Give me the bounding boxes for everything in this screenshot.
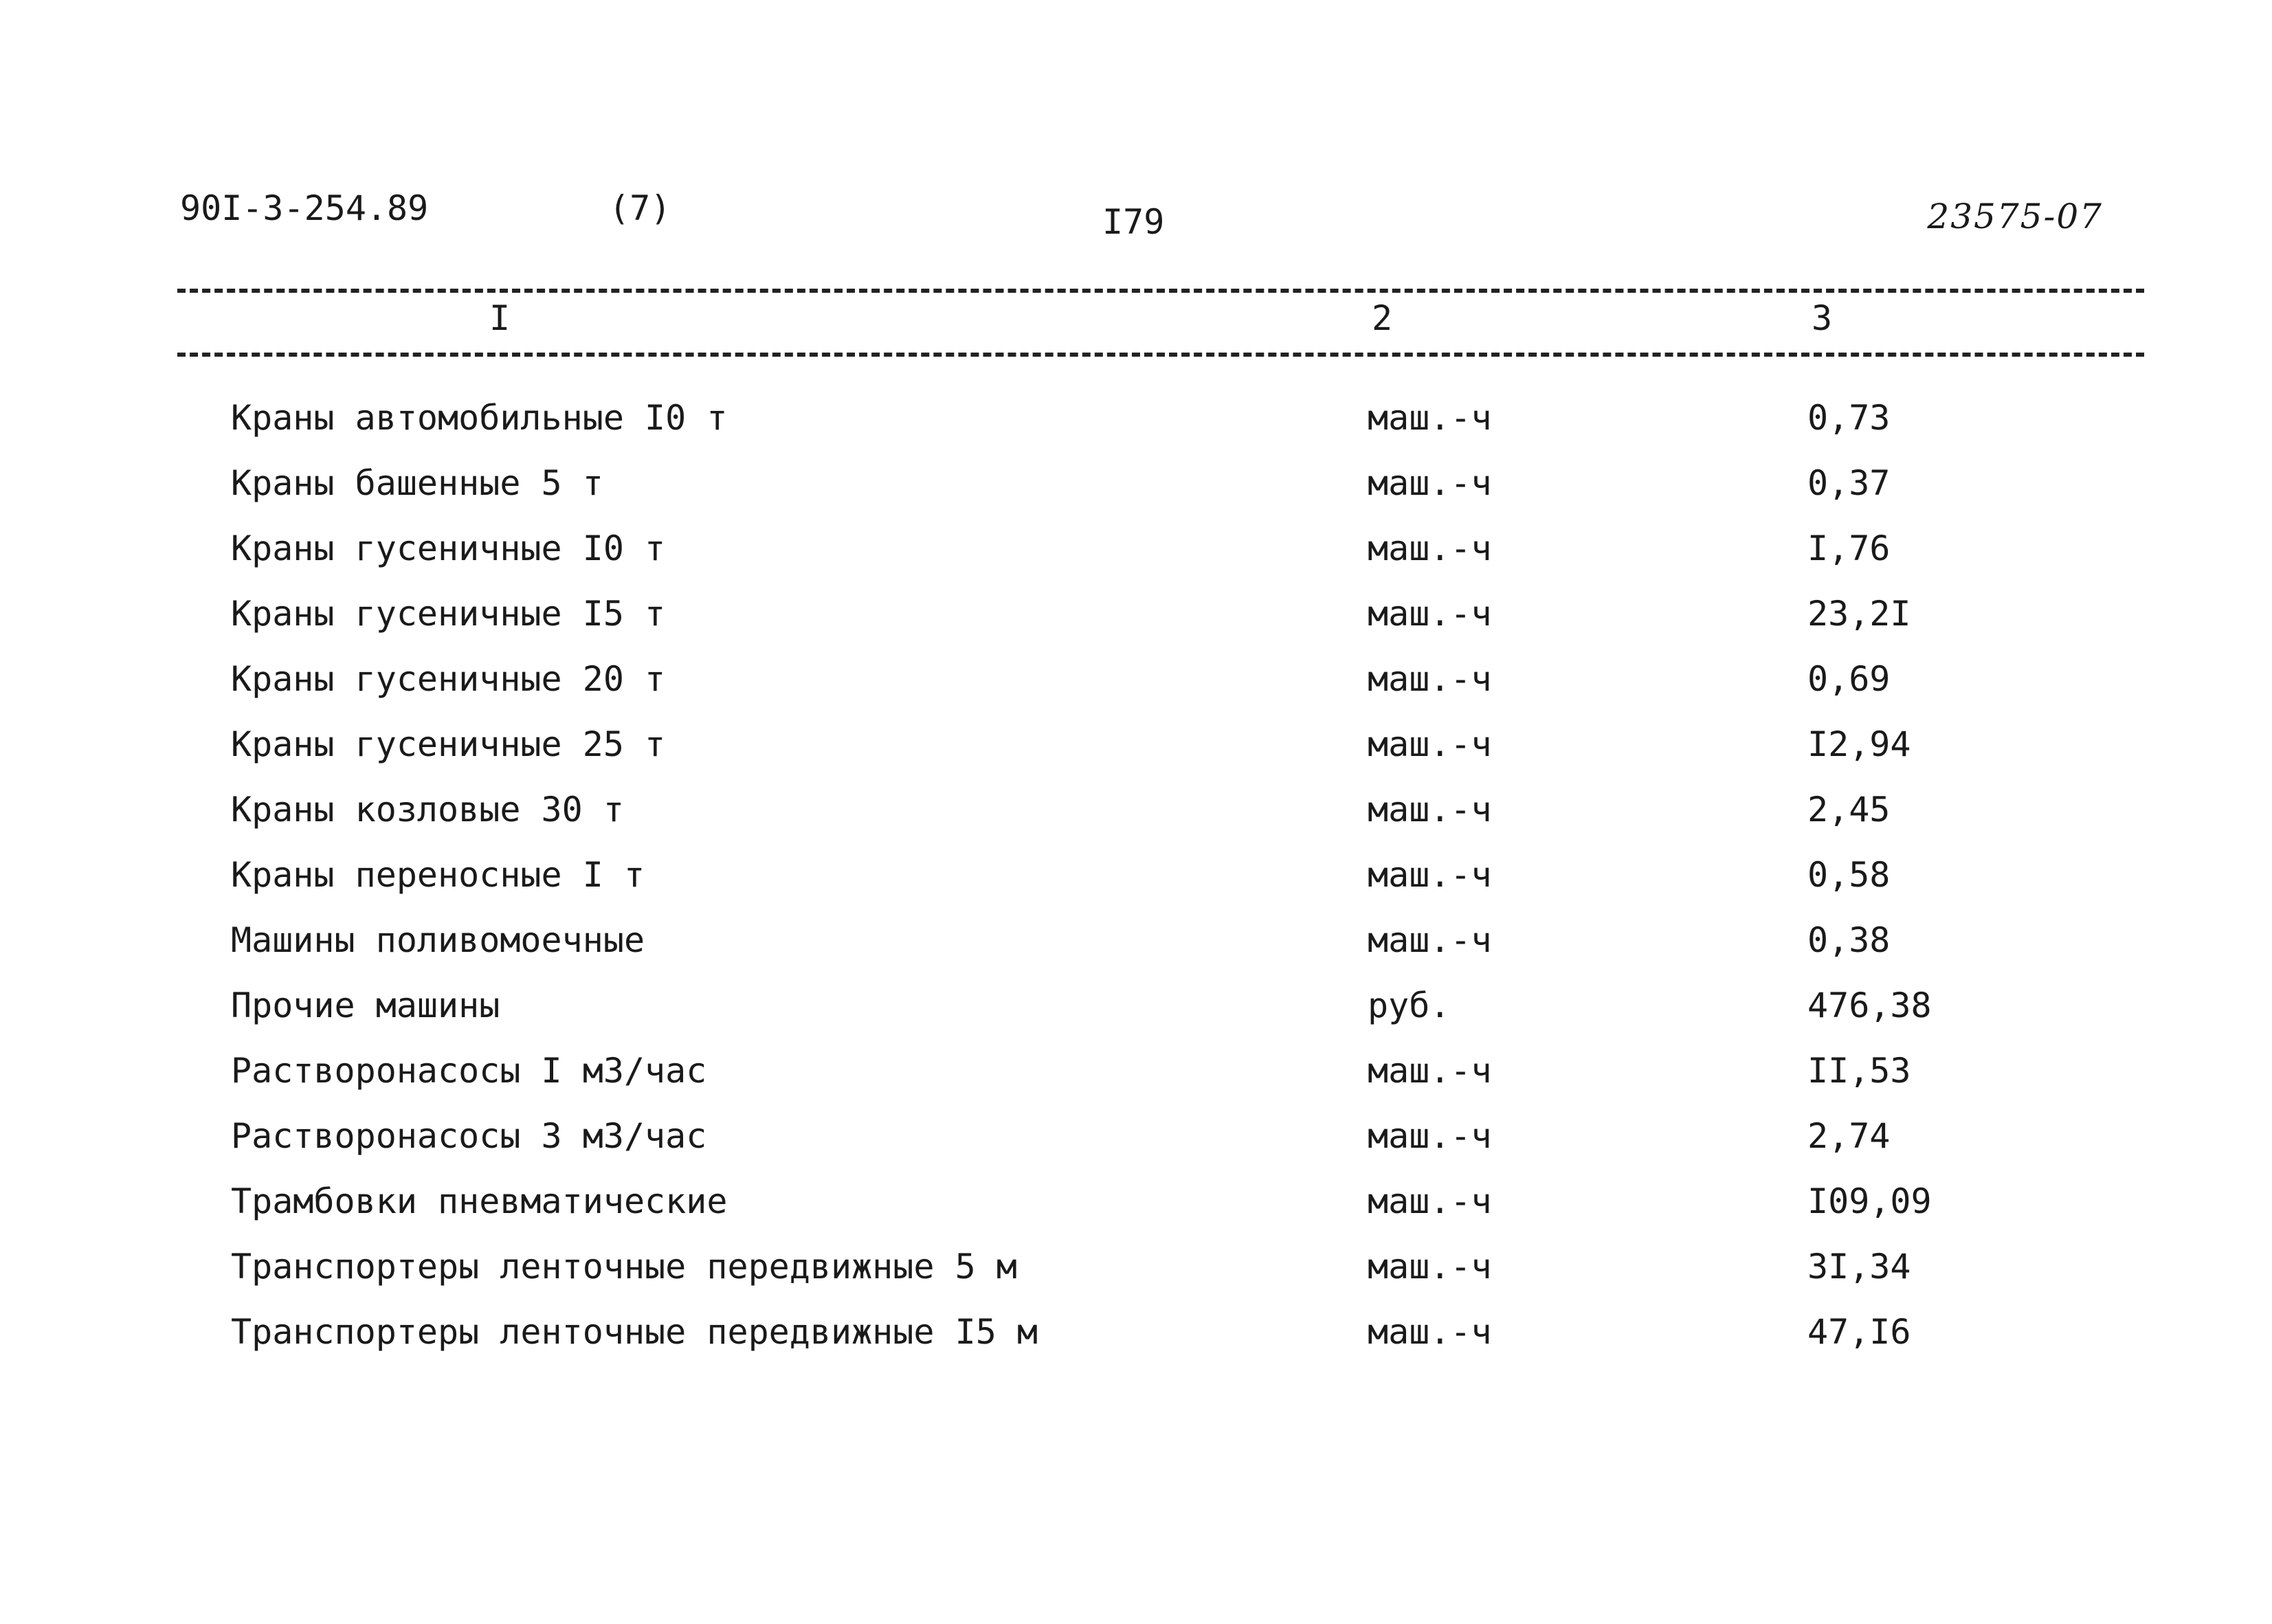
row-unit: маш.-ч — [1368, 594, 1492, 634]
row-value: 23,2I — [1807, 594, 1911, 634]
table-row — [0, 985, 2272, 1050]
row-unit: маш.-ч — [1368, 1312, 1492, 1352]
table-body — [0, 397, 2272, 1377]
table-header-rule — [177, 353, 2144, 357]
row-value: 2,45 — [1807, 790, 1891, 830]
table-row — [0, 528, 2272, 593]
row-unit: маш.-ч — [1368, 529, 1492, 568]
row-value: 47,I6 — [1807, 1312, 1911, 1352]
row-unit: руб. — [1368, 986, 1451, 1025]
row-name: Растворонасосы 3 м3/час — [231, 1116, 707, 1156]
inventory-number: 23575-07 — [1927, 197, 2103, 236]
row-value: I2,94 — [1807, 724, 1911, 764]
row-unit: маш.-ч — [1368, 790, 1492, 830]
page-number: I79 — [1102, 202, 1165, 242]
row-value: 0,69 — [1807, 659, 1891, 699]
row-unit: маш.-ч — [1368, 855, 1492, 895]
row-value: I09,09 — [1807, 1181, 1932, 1221]
row-name: Растворонасосы I м3/час — [231, 1051, 707, 1091]
row-value: 476,38 — [1807, 986, 1932, 1025]
row-value: 0,37 — [1807, 463, 1891, 503]
row-unit: маш.-ч — [1368, 920, 1492, 960]
row-name: Краны переносные I т — [231, 855, 645, 895]
table-row — [0, 1311, 2272, 1377]
table-row — [0, 854, 2272, 920]
table-row — [0, 1115, 2272, 1181]
row-name: Краны гусеничные I0 т — [231, 529, 666, 568]
row-name: Краны козловые 30 т — [231, 790, 624, 830]
row-unit: маш.-ч — [1368, 659, 1492, 699]
table-row — [0, 658, 2272, 724]
row-value: 2,74 — [1807, 1116, 1891, 1156]
row-unit: маш.-ч — [1368, 398, 1492, 438]
column-header-3: 3 — [1812, 298, 1833, 338]
row-value: 0,73 — [1807, 398, 1891, 438]
table-row — [0, 1246, 2272, 1311]
row-name: Краны гусеничные 20 т — [231, 659, 666, 699]
issue-number: (7) — [609, 188, 671, 228]
table-row — [0, 1181, 2272, 1246]
table-row — [0, 397, 2272, 463]
row-value: 0,58 — [1807, 855, 1891, 895]
row-name: Машины поливомоечные — [231, 920, 645, 960]
row-name: Краны автомобильные I0 т — [231, 398, 728, 438]
row-value: II,53 — [1807, 1051, 1911, 1091]
row-unit: маш.-ч — [1368, 463, 1492, 503]
table-row — [0, 1050, 2272, 1115]
row-value: 3I,34 — [1807, 1247, 1911, 1287]
table-row — [0, 920, 2272, 985]
table-row — [0, 463, 2272, 528]
row-name: Прочие машины — [231, 986, 500, 1025]
table-row — [0, 724, 2272, 789]
row-value: I,76 — [1807, 529, 1891, 568]
row-name: Краны гусеничные 25 т — [231, 724, 666, 764]
table-row — [0, 593, 2272, 658]
row-unit: маш.-ч — [1368, 1051, 1492, 1091]
table-row — [0, 789, 2272, 854]
row-name: Краны гусеничные I5 т — [231, 594, 666, 634]
row-name: Трамбовки пневматические — [231, 1181, 728, 1221]
column-header-2: 2 — [1372, 298, 1393, 338]
row-name: Краны башенные 5 т — [231, 463, 603, 503]
row-unit: маш.-ч — [1368, 1247, 1492, 1287]
row-unit: маш.-ч — [1368, 1181, 1492, 1221]
table-top-rule — [177, 289, 2144, 293]
row-value: 0,38 — [1807, 920, 1891, 960]
row-unit: маш.-ч — [1368, 1116, 1492, 1156]
row-name: Транспортеры ленточные передвижные I5 м — [231, 1312, 1038, 1352]
row-name: Транспортеры ленточные передвижные 5 м — [231, 1247, 1017, 1287]
document-code: 90I-3-254.89 — [180, 188, 429, 228]
column-header-1: I — [489, 298, 511, 338]
row-unit: маш.-ч — [1368, 724, 1492, 764]
